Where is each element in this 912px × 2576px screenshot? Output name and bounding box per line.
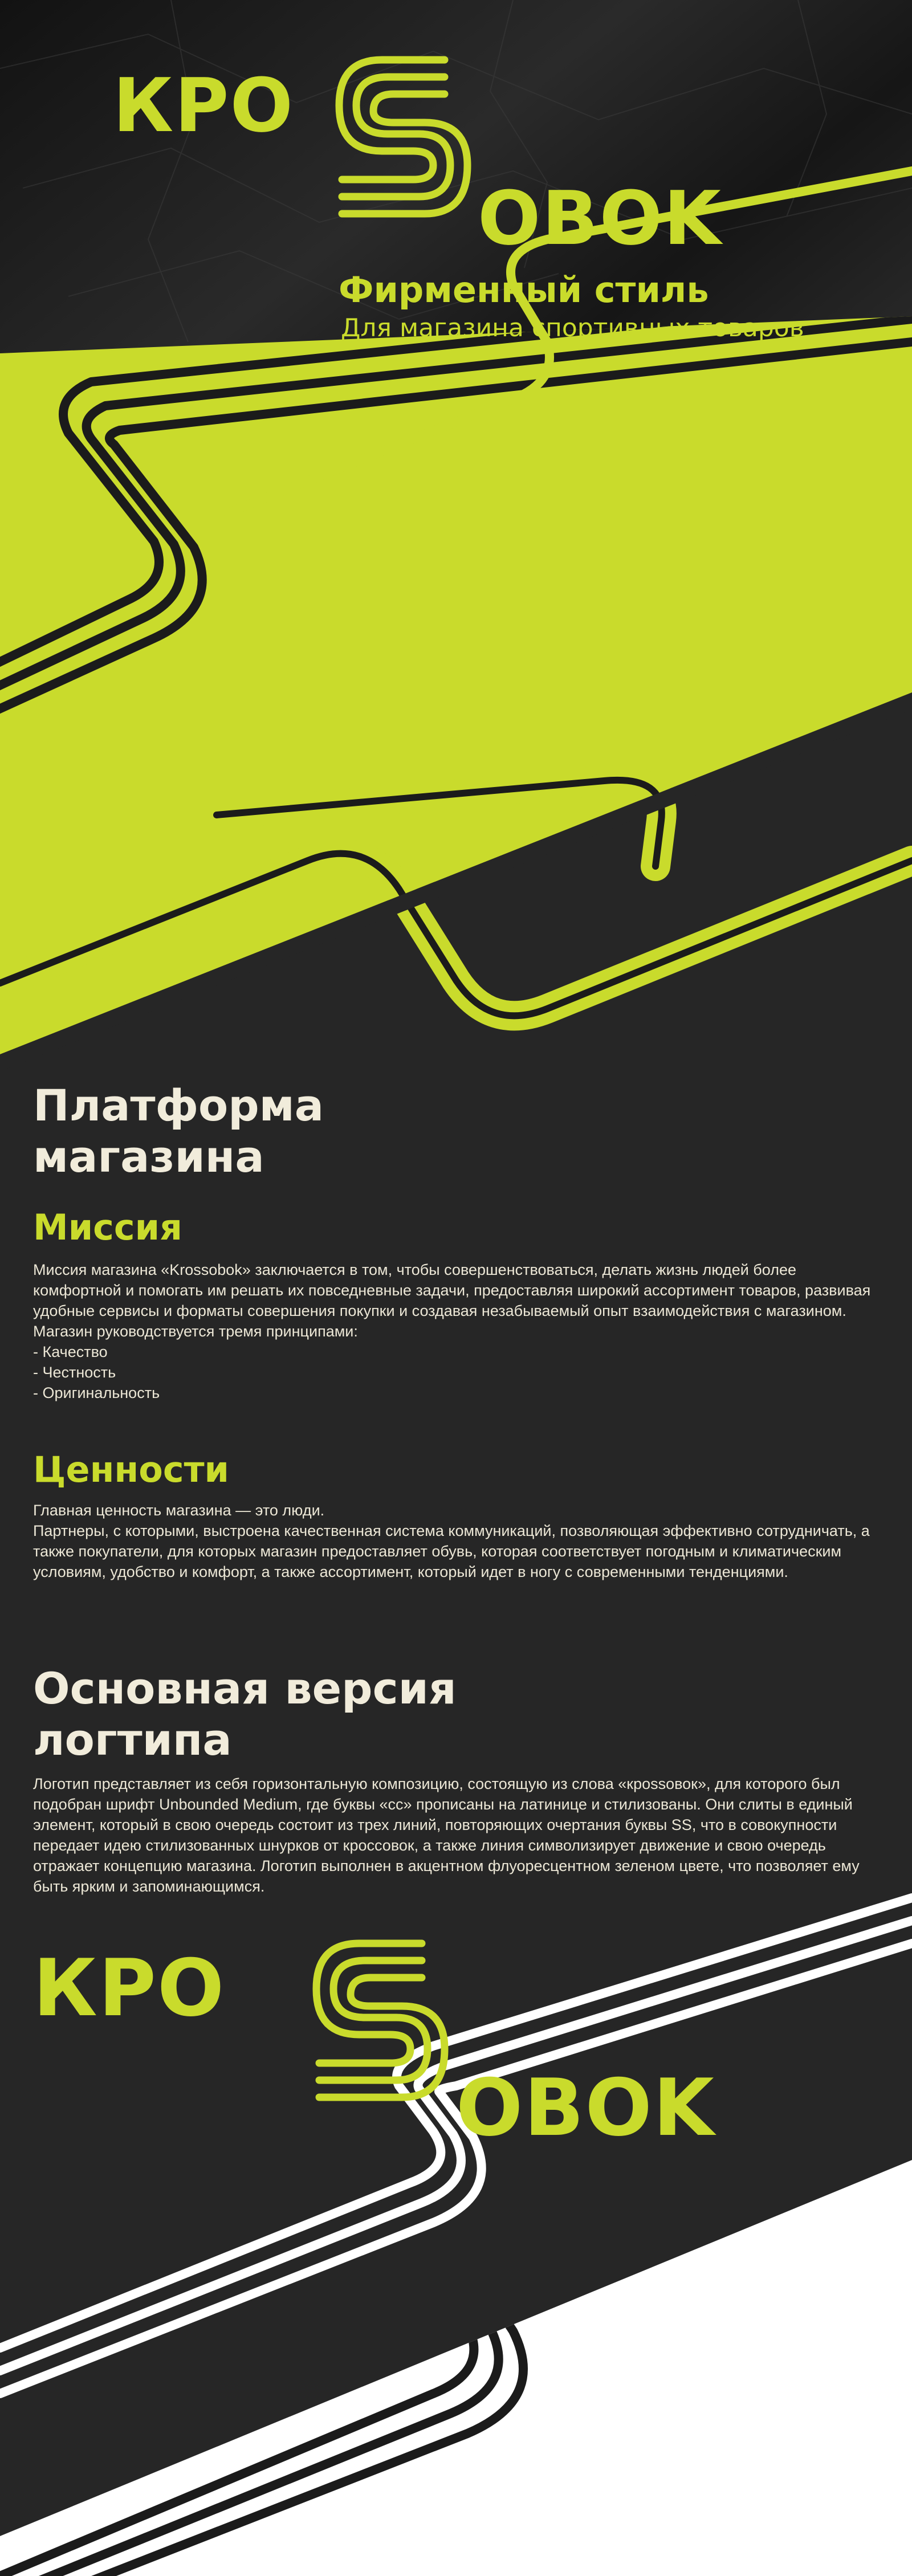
values-line1: Главная ценность магазина — это люди. <box>33 1502 325 1519</box>
logo-section-title-line2: логтипа <box>33 1714 232 1765</box>
hero-subtitle: Фирменный стиль <box>339 269 709 311</box>
mission-text <box>33 1260 871 1403</box>
principles-intro: Магазин руководствуется тремя принципами: <box>33 1323 358 1340</box>
principles-list <box>33 1342 871 1403</box>
logo-section-title <box>33 1663 457 1765</box>
principle-item: - Оригинальность <box>33 1384 160 1401</box>
section-logo-right: OBOK <box>456 2062 715 2154</box>
hero-logo-right: OBOK <box>478 175 722 262</box>
mission-heading: Миссия <box>33 1207 182 1248</box>
hero-logo-left: КРО <box>113 62 295 149</box>
values-text <box>33 1500 871 1582</box>
platform-title-line2: магазина <box>33 1131 264 1182</box>
section-logo-left: КРО <box>33 1942 226 2034</box>
platform-title-line1: Платформа <box>33 1080 324 1131</box>
platform-title <box>33 1080 324 1182</box>
principle-item: - Качество <box>33 1343 108 1360</box>
values-heading: Ценности <box>33 1449 229 1490</box>
hero-tagline: Для магазина спортивных товаров <box>341 313 804 343</box>
logo-description: Логотип представляет из себя горизонтальную композицию, состоящую из слова «кроssовок», для которого был подобран шрифт Unbounded Medium, где буквы «сс» прописаны на латинице и стилизованы. Они слиты в единый элемент, который в свою очередь состоит из трех линий, повторяющих очертания буквы SS, что в совокупности передает идею стилизованных шнурков от кроссовок, а также линия символизирует движение и свою очередь отражает концепцию магазина. Логотип выполнен в акцентном флуоресцентном зеленом цвете, что позволяет ему быть ярким и запоминающимся. <box>33 1775 860 1895</box>
mission-paragraph: Миссия магазина «Krossobok» заключается в том, чтобы совершенствоваться, делать жизнь людей более комфортной и помогать им решать их повседневные задачи, предоставляя широкий ассортимент товаров, развивая удобные сервисы и форматы совершения покупки и создавая незабываемый опыт взаимодействия с магазином. <box>33 1261 871 1319</box>
values-paragraph: Партнеры, с которыми, выстроена качественная система коммуникаций, позволяющая эффективно сотрудничать, а также покупатели, для которых магазин предоставляет обувь, которая соответствует погодным и климатическим условиям, удобство и комфорт, а также ассортимент, который идет в ногу с современными тенденциями. <box>33 1522 870 1580</box>
principle-item: - Честность <box>33 1364 116 1381</box>
logo-section-title-line1: Основная версия <box>33 1663 457 1714</box>
